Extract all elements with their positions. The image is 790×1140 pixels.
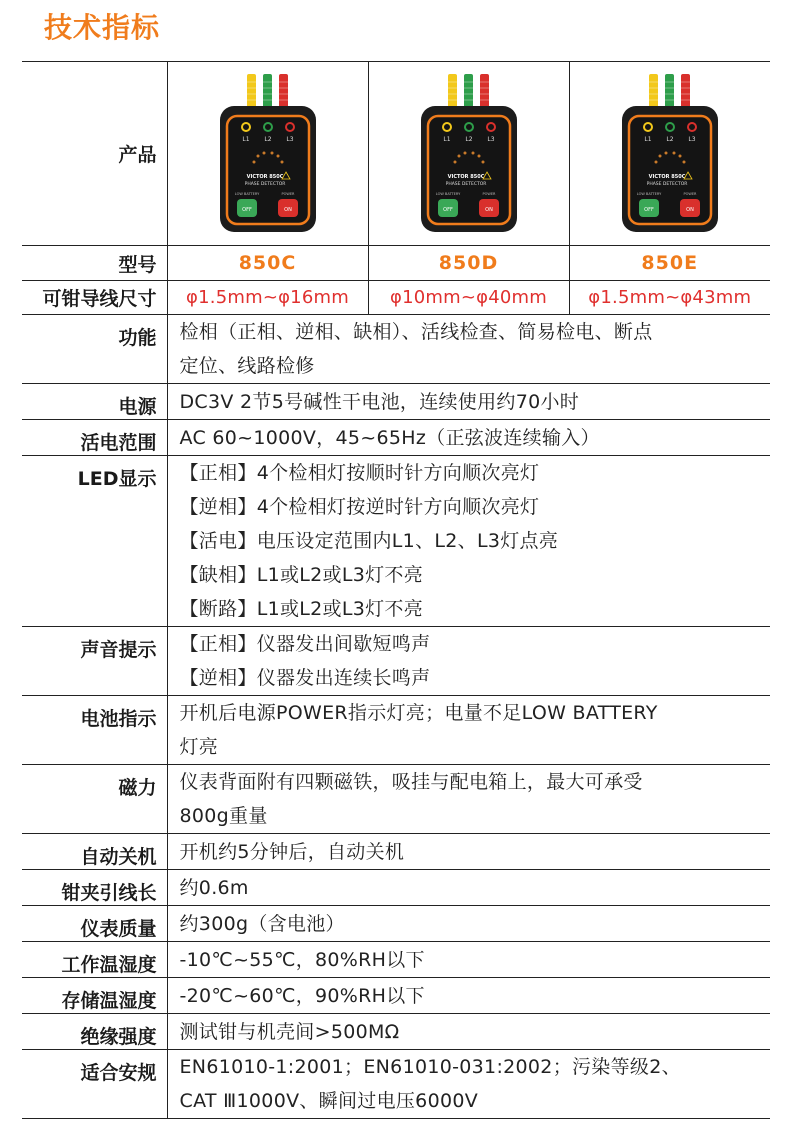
row-value xyxy=(167,942,770,978)
svg-text:LOW BATTERY: LOW BATTERY xyxy=(435,191,460,196)
row-label: 电池指示 xyxy=(22,696,167,765)
value-line: -20℃~60℃，90%RH以下 xyxy=(179,984,425,1007)
value-line: 定位、线路检修 xyxy=(179,355,315,377)
phase-detector-icon xyxy=(417,74,521,234)
value-line: CAT Ⅲ1000V、瞬间过电压6000V xyxy=(179,1090,479,1112)
value-line: 【断路】L1或L2或L3灯不亮 xyxy=(179,598,424,620)
svg-text:POWER: POWER xyxy=(683,191,697,196)
row-label: 绝缘强度 xyxy=(22,1014,167,1050)
phase-detector-icon xyxy=(216,74,320,234)
model-value: 850E xyxy=(569,246,770,281)
value-line: 【正相】仪器发出间歇短鸣声 xyxy=(179,633,431,655)
row-value xyxy=(167,696,770,765)
clamp-size-value: φ1.5mm~φ16mm xyxy=(167,281,368,315)
svg-text:L2: L2 xyxy=(263,135,272,143)
svg-text:POWER: POWER xyxy=(281,191,294,196)
value-line: 800g重量 xyxy=(179,805,268,827)
row-label: 适合安规 xyxy=(22,1050,167,1119)
svg-text:OFF: OFF xyxy=(241,206,252,213)
spec-row xyxy=(22,315,770,384)
row-value xyxy=(167,906,770,942)
svg-text:L2: L2 xyxy=(464,135,473,143)
value-line: 约300g（含电池） xyxy=(179,912,345,935)
spec-row xyxy=(22,420,770,456)
spec-row xyxy=(22,906,770,942)
row-value xyxy=(167,1050,770,1119)
value-line: -10℃~55℃，80%RH以下 xyxy=(179,948,425,971)
svg-text:L1: L1 xyxy=(644,135,652,143)
svg-text:PHASE DETECTOR: PHASE DETECTOR xyxy=(646,181,688,187)
value-line: 仪表背面附有四颗磁铁，吸挂与配电箱上，最大可承受 xyxy=(179,771,643,793)
svg-text:LOW BATTERY: LOW BATTERY xyxy=(636,191,661,196)
value-line: 【逆相】仪器发出连续长鸣声 xyxy=(179,667,431,689)
row-value xyxy=(167,384,770,420)
svg-text:L3: L3 xyxy=(285,135,294,143)
spec-row xyxy=(22,834,770,870)
product-cell-850d xyxy=(368,62,569,246)
row-value xyxy=(167,870,770,906)
svg-text:ON: ON xyxy=(685,206,694,213)
row-label: 存储温湿度 xyxy=(22,978,167,1014)
row-value xyxy=(167,315,770,384)
svg-text:VICTOR 850C: VICTOR 850C xyxy=(246,173,283,180)
value-line: 检相（正相、逆相、缺相）、活线检查、简易检电、断点 xyxy=(179,321,653,343)
clamp-size-row xyxy=(22,281,770,315)
svg-text:POWER: POWER xyxy=(482,191,495,196)
page-title: 技术指标 xyxy=(44,11,161,44)
row-label: LED显示 xyxy=(22,456,167,627)
svg-text:ON: ON xyxy=(283,206,292,213)
row-value xyxy=(167,834,770,870)
value-line: 【逆相】4个检相灯按逆时针方向顺次亮灯 xyxy=(179,496,540,518)
row-label: 型号 xyxy=(22,246,167,281)
device-image xyxy=(168,62,368,245)
clamp-size-value: φ1.5mm~φ43mm xyxy=(569,281,770,315)
value-line: 测试钳与机壳间>500MΩ xyxy=(179,1020,400,1043)
row-value xyxy=(167,627,770,696)
phase-detector-icon xyxy=(618,74,722,234)
row-label: 声音提示 xyxy=(22,627,167,696)
value-line: 灯亮 xyxy=(179,736,219,758)
spec-row xyxy=(22,1014,770,1050)
spec-row xyxy=(22,384,770,420)
row-label: 仪表质量 xyxy=(22,906,167,942)
product-cell-850c xyxy=(167,62,368,246)
row-label: 磁力 xyxy=(22,765,167,834)
svg-text:OFF: OFF xyxy=(442,206,453,213)
device-image xyxy=(369,62,569,245)
svg-text:L3: L3 xyxy=(486,135,495,143)
svg-text:VICTOR 850C: VICTOR 850C xyxy=(648,173,686,180)
spec-row xyxy=(22,765,770,834)
spec-row xyxy=(22,978,770,1014)
svg-text:PHASE DETECTOR: PHASE DETECTOR xyxy=(445,181,486,187)
row-label: 钳夹引线长 xyxy=(22,870,167,906)
svg-text:L1: L1 xyxy=(241,135,250,143)
row-value xyxy=(167,456,770,627)
value-line: 【活电】电压设定范围内L1、L2、L3灯点亮 xyxy=(179,530,559,552)
spec-row xyxy=(22,696,770,765)
svg-text:ON: ON xyxy=(484,206,493,213)
row-value xyxy=(167,1014,770,1050)
row-label: 电源 xyxy=(22,384,167,420)
row-value xyxy=(167,420,770,456)
spec-row xyxy=(22,942,770,978)
row-value xyxy=(167,765,770,834)
model-value: 850D xyxy=(368,246,569,281)
row-label: 自动关机 xyxy=(22,834,167,870)
model-value: 850C xyxy=(167,246,368,281)
product-cell-850e xyxy=(569,62,770,246)
value-line: 开机后电源POWER指示灯亮；电量不足LOW BATTERY xyxy=(179,702,658,724)
row-label: 产品 xyxy=(22,62,167,246)
value-line: 【缺相】L1或L2或L3灯不亮 xyxy=(179,564,424,586)
row-label: 功能 xyxy=(22,315,167,384)
clamp-size-value: φ10mm~φ40mm xyxy=(368,281,569,315)
value-line: EN61010-1:2001；EN61010-031:2002；污染等级2、 xyxy=(179,1056,681,1078)
value-line: 开机约5分钟后，自动关机 xyxy=(179,840,405,863)
svg-text:OFF: OFF xyxy=(643,206,654,213)
svg-text:PHASE DETECTOR: PHASE DETECTOR xyxy=(244,181,285,187)
row-label: 可钳导线尺寸 xyxy=(22,281,167,315)
device-image xyxy=(570,62,771,245)
value-line: 【正相】4个检相灯按顺时针方向顺次亮灯 xyxy=(179,462,540,484)
model-row xyxy=(22,246,770,281)
value-line: 约0.6m xyxy=(179,876,249,899)
svg-text:L3: L3 xyxy=(688,135,696,143)
row-label: 活电范围 xyxy=(22,420,167,456)
spec-row xyxy=(22,627,770,696)
value-line: AC 60~1000V，45~65Hz（正弦波连续输入） xyxy=(179,426,600,449)
product-row xyxy=(22,62,770,246)
spec-row xyxy=(22,870,770,906)
spec-table xyxy=(22,61,770,1119)
value-line: DC3V 2节5号碱性干电池，连续使用约70小时 xyxy=(179,390,580,413)
row-label: 工作温湿度 xyxy=(22,942,167,978)
svg-text:VICTOR 850C: VICTOR 850C xyxy=(447,173,484,180)
svg-text:L2: L2 xyxy=(666,135,674,143)
spec-row xyxy=(22,456,770,627)
svg-text:LOW BATTERY: LOW BATTERY xyxy=(234,191,259,196)
row-value xyxy=(167,978,770,1014)
svg-text:L1: L1 xyxy=(442,135,451,143)
spec-row xyxy=(22,1050,770,1119)
